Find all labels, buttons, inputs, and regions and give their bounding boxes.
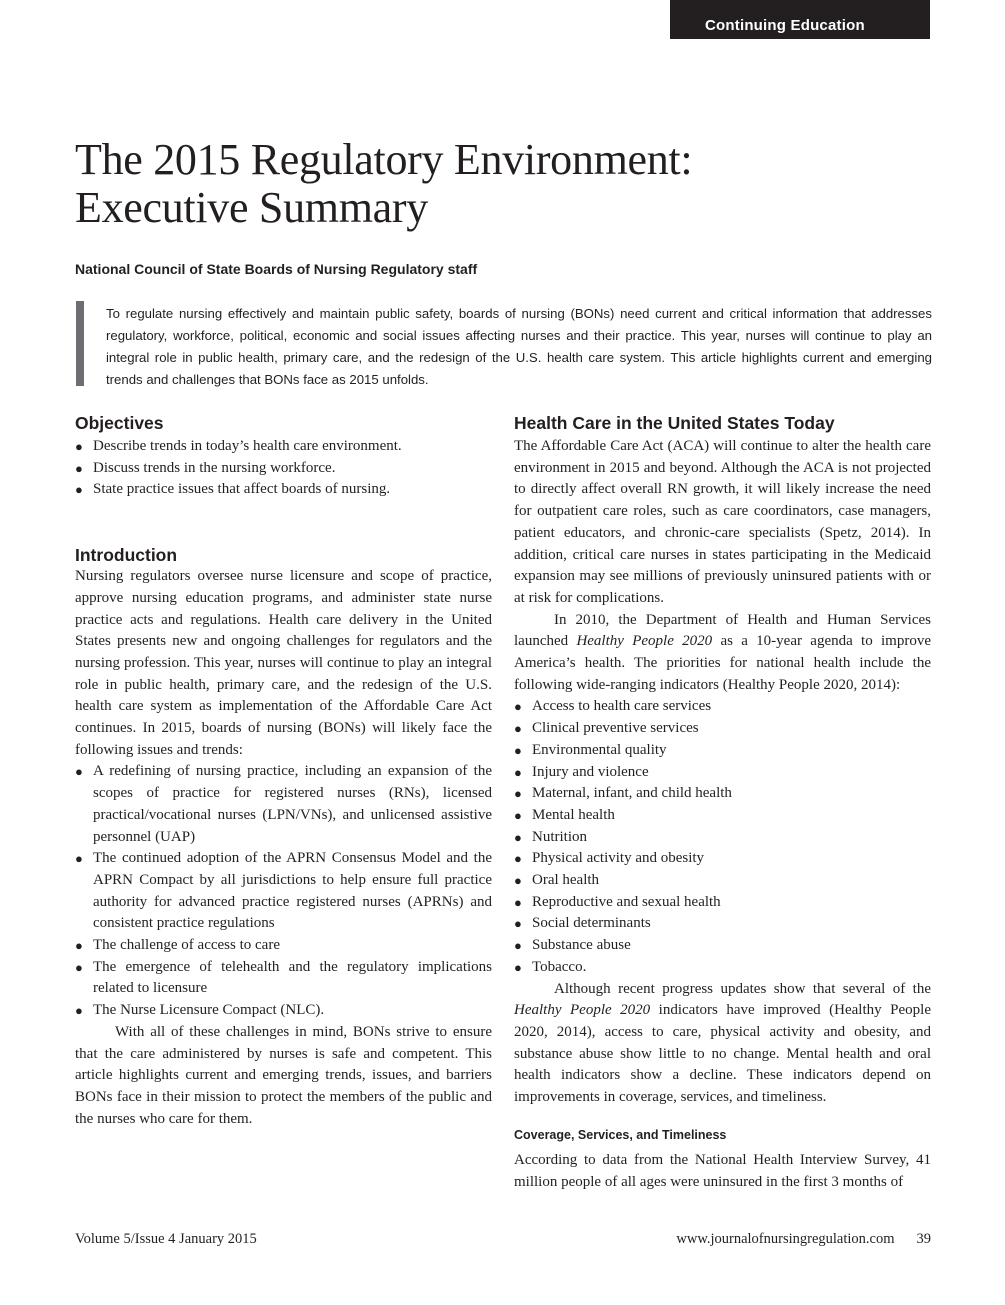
list-item: ● Discuss trends in the nursing workforce. xyxy=(75,458,492,480)
bullet-icon: ● xyxy=(514,938,522,954)
abstract: To regulate nursing effectively and maintain public safety, boards of nursing (BONs) need current and critical information that addresses regulatory, workforce, political, economic and social issues affecting nurses and their practice. This year, nurses will continue to play an integral role in public health, primary care, and the redesign of the U.S. health care system. This article highlights current and emerging trends and challenges that BONs face as 2015 unfolds. xyxy=(106,306,932,387)
bullet-icon: ● xyxy=(75,482,83,498)
list-item: ● Access to health care services xyxy=(514,696,931,718)
health-care-paragraph-2: In 2010, the Department of Health and Human Services launched Healthy People 2020 as a 10-year agenda to improve America’s health. The priorities for national health include the following wide-ranging indicators (Healthy People 2020, 2014): xyxy=(514,611,931,693)
bullet-icon: ● xyxy=(514,829,522,845)
footer-right xyxy=(676,1230,931,1248)
list-item: ● Physical activity and obesity xyxy=(514,848,931,870)
introduction-list xyxy=(75,761,492,1021)
coverage-subheading: Coverage, Services, and Timeliness xyxy=(514,1127,727,1142)
coverage-paragraph: According to data from the National Health Interview Survey, 41 million people of all ages were uninsured in the first 3 months of xyxy=(514,1151,931,1190)
byline: National Council of State Boards of Nursing Regulatory staff xyxy=(75,261,478,277)
bullet-icon: ● xyxy=(514,786,522,802)
list-item: ● Mental health xyxy=(514,805,931,827)
bullet-icon: ● xyxy=(514,721,522,737)
left-column xyxy=(75,410,492,1130)
bullet-icon: ● xyxy=(514,742,522,758)
list-item: ● Oral health xyxy=(514,870,931,892)
list-item: ● State practice issues that affect boards of nursing. xyxy=(75,479,492,501)
list-item: ● The emergence of telehealth and the regulatory implications related to licensure xyxy=(75,958,492,997)
bullet-icon: ● xyxy=(514,699,522,715)
introduction-heading: Introduction xyxy=(75,545,178,566)
right-column xyxy=(514,410,931,1193)
bullet-icon: ● xyxy=(514,894,522,910)
list-item: ● Clinical preventive services xyxy=(514,718,931,740)
article-title xyxy=(75,136,935,232)
bullet-icon: ● xyxy=(75,1003,83,1019)
indicators-list xyxy=(514,696,931,978)
list-item: ● Environmental quality xyxy=(514,740,931,762)
list-item: ● Reproductive and sexual health xyxy=(514,892,931,914)
introduction-paragraph-1: Nursing regulators oversee nurse licensure and scope of practice, approve nursing education programs, and administer state nurse practice acts and regulations. Health care delivery in the United States presents new and ongoing challenges for regulators and the nursing profession. This year, nurses will continue to play an integral role in public health, primary care, and the redesign of the U.S. health care system as implementation of the Affordable Care Act continues. In 2015, boards of nursing (BONs) will likely face the following issues and trends: xyxy=(75,568,492,758)
list-item: ● The Nurse Licensure Compact (NLC). xyxy=(75,1000,492,1022)
list-item: ● Tobacco. xyxy=(514,957,931,979)
bullet-icon: ● xyxy=(514,873,522,889)
section-label: Continuing Education xyxy=(670,0,930,39)
bullet-icon: ● xyxy=(75,959,83,975)
bullet-icon: ● xyxy=(75,460,83,476)
introduction-paragraph-2: With all of these challenges in mind, BONs strive to ensure that the care administered by nurses is safe and competent. This article highlights current and emerging trends, issues, and barriers BONs face in their mission to protect the members of the public and the nurses who care for them. xyxy=(75,1023,492,1127)
list-item: ● Nutrition xyxy=(514,827,931,849)
bullet-icon: ● xyxy=(75,439,83,454)
footer-website: www.journalofnursingregulation.com xyxy=(676,1231,895,1247)
list-item: ● A redefining of nursing practice, including an expansion of the scopes of practice for registered nurses (RNs), licensed practical/vocational nurses (LPN/VNs), and unlicensed assistive personnel (UAP) xyxy=(75,763,492,845)
bullet-icon: ● xyxy=(75,938,83,954)
objectives-list xyxy=(75,436,492,501)
health-care-paragraph-3: Although recent progress updates show that several of the Healthy People 2020 indicators have improved (Healthy People 2020, 2014), access to care, physical activity and obesity, and substance abuse show little to no change. Mental health and oral health indicators show a decline. These indicators depend on improvements in coverage, services, and timeliness. xyxy=(514,980,931,1106)
list-item: ● The continued adoption of the APRN Consensus Model and the APRN Compact by all jurisdictions to help ensure full practice authority for advanced practice registered nurses (APRNs) and consistent practice regulations xyxy=(75,850,492,932)
abstract-accent-bar xyxy=(76,301,84,386)
title-line-2: Executive Summary xyxy=(75,183,428,232)
bullet-icon: ● xyxy=(75,851,83,867)
list-item: ● Maternal, infant, and child health xyxy=(514,783,931,805)
bullet-icon: ● xyxy=(514,959,522,975)
bullet-icon: ● xyxy=(514,807,522,823)
list-item: ● Describe trends in today’s health care environment. xyxy=(75,436,492,458)
bullet-icon: ● xyxy=(514,916,522,932)
health-care-heading: Health Care in the United States Today xyxy=(514,413,835,433)
title-line-1: The 2015 Regulatory Environment: xyxy=(75,135,693,184)
page-number: 39 xyxy=(916,1231,931,1247)
objectives-heading: Objectives xyxy=(75,413,164,433)
footer-volume: Volume 5/Issue 4 January 2015 xyxy=(75,1231,257,1247)
health-care-paragraph-1: The Affordable Care Act (ACA) will continue to alter the health care environment in 2015 and beyond. Although the ACA is not projected to directly affect overall RN growth, it will likely increase the need for outpatient care roles, such as care coordinators, case managers, patient educators, and chronic-care specialists (Spetz, 2014). In addition, critical care nurses in states participating in the Medicaid expansion may see millions of previously uninsured patients with or at risk for complications. xyxy=(514,438,931,606)
list-item: ● Injury and violence xyxy=(514,762,931,784)
list-item: ● The challenge of access to care xyxy=(75,935,492,957)
bullet-icon: ● xyxy=(514,851,522,867)
bullet-icon: ● xyxy=(75,764,83,780)
bullet-icon: ● xyxy=(514,764,522,780)
list-item: ● Social determinants xyxy=(514,913,931,935)
list-item: ● Substance abuse xyxy=(514,935,931,957)
